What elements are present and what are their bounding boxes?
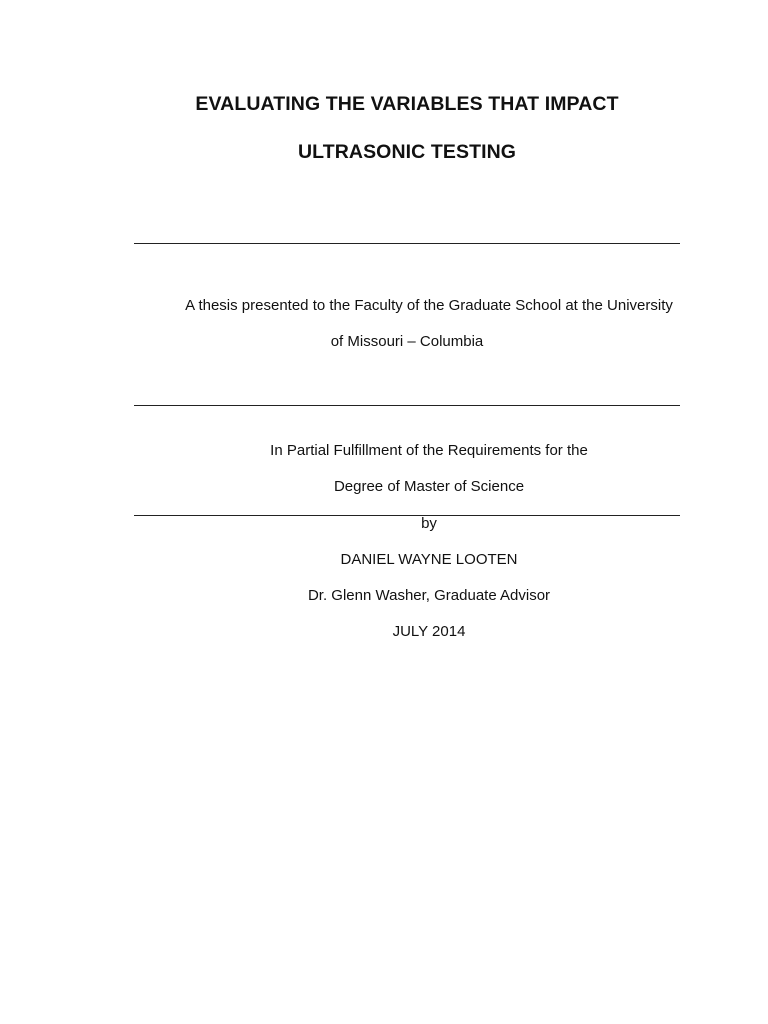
divider-rule-2 bbox=[134, 405, 680, 406]
thesis-title-line-2: ULTRASONIC TESTING bbox=[297, 141, 517, 163]
graduate-advisor: Dr. Glenn Washer, Graduate Advisor bbox=[307, 587, 551, 604]
presentation-statement-line-2: of Missouri – Columbia bbox=[330, 333, 484, 350]
divider-rule-3 bbox=[134, 515, 680, 516]
divider-rule-1 bbox=[134, 243, 680, 244]
degree-name: Degree of Master of Science bbox=[333, 478, 525, 495]
presentation-statement-line-1: A thesis presented to the Faculty of the Graduate School at the University bbox=[185, 297, 673, 314]
fulfillment-statement-line-1: In Partial Fulfillment of the Requirements for the bbox=[270, 442, 588, 459]
thesis-title-line-1: EVALUATING THE VARIABLES THAT IMPACT bbox=[195, 93, 619, 115]
by-label: by bbox=[421, 515, 437, 532]
submission-date: JULY 2014 bbox=[392, 623, 466, 640]
author-name: DANIEL WAYNE LOOTEN bbox=[340, 551, 518, 568]
